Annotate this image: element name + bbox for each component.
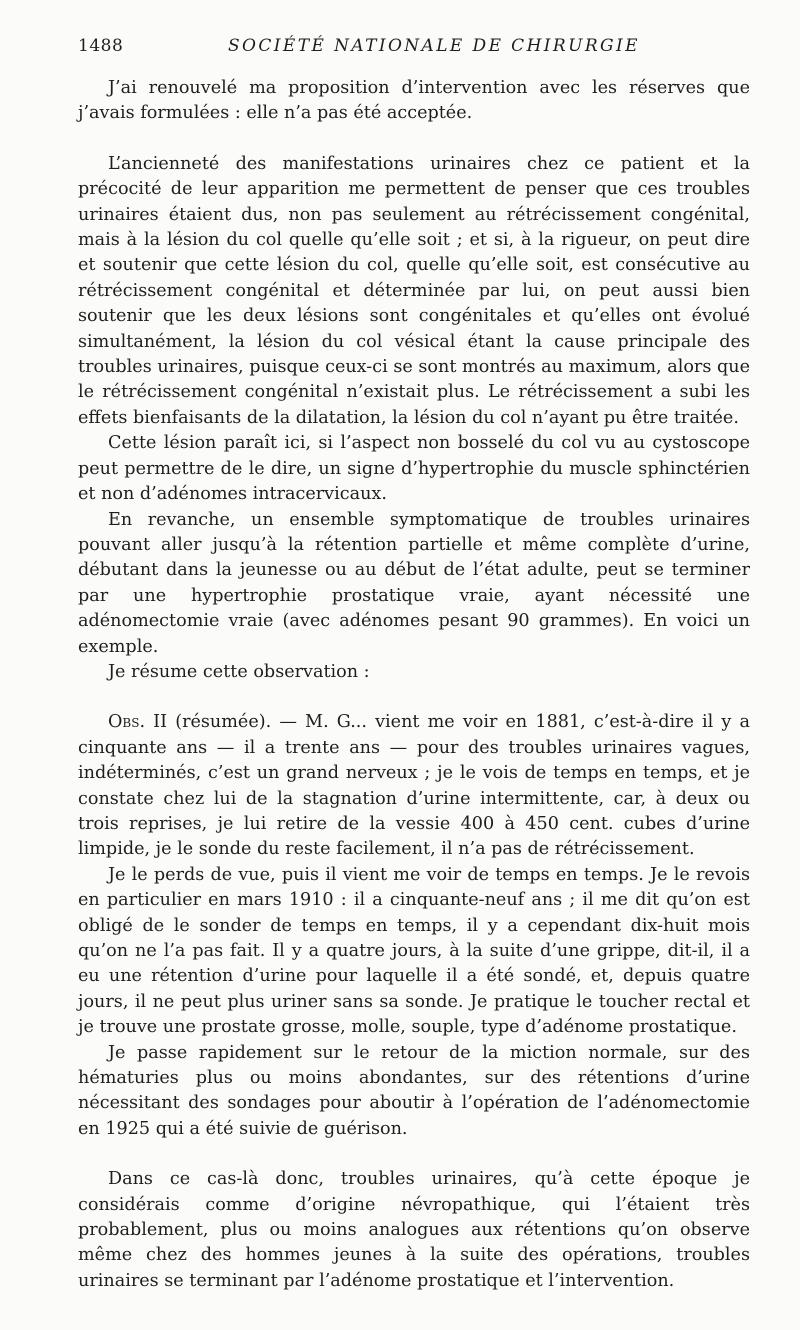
page-number: 1488 (78, 36, 124, 56)
paragraph: L’ancienneté des manifestations urinaires chez ce patient et la précocité de leur apparition me permettent de penser que ces troubles urinaires étaient dus, non pas seulement au rétrécissement congénital, mais à la lésion du col quelle qu’elle soit ; et si, à la rigueur, on peut dire et soutenir que cette lésion du col, quelle qu’elle soit, est consécutive au rétrécissement congénital et déterminée par lui, on peut aussi bien soutenir que les deux lésions sont congénitales et qu’elles ont évolué simultanément, la lésion du col vésical étant la cause principale des troubles urinaires, puisque ceux-ci se sont montrés au maximum, alors que le rétrécissement congénital n’existait plus. Le rétrécissement a subi les effets bienfaisants de la dilatation, la lésion du col n’ayant pu être traitée. (78, 153, 750, 428)
observation-text: (résumée). — M. G... vient me voir en 1881, c’est-à-dire il y a cinquante ans — il a trente ans — pour des troubles urinaires vagues, indéterminés, c’est un grand nerveux ; je le vois de temps en temps, et je constate chez lui de la stagnation d’urine intermittente, car, à deux ou trois reprises, je lui retire de la vessie 400 à 450 cent. cubes d’urine limpide, je le sonde du reste facilement, il n’a pas de rétrécissement. (78, 712, 750, 860)
body-text (78, 76, 750, 1294)
running-head: SOCIÉTÉ NATIONALE DE CHIRURGIE (228, 36, 640, 56)
paragraph: J’ai renouvelé ma proposition d’intervention avec les réserves que j’avais formulées : elle n’a pas été acceptée. (78, 78, 750, 124)
paragraph: En revanche, un ensemble symptomatique de troubles urinaires pouvant aller jusqu’à la rétention partielle et même complète d’urine, débutant dans la jeunesse ou au début de l’état adulte, peut se terminer par une hypertrophie prostatique vraie, ayant nécessité une adénomectomie vraie (avec adénomes pesant 90 grammes). En voici un exemple. (78, 509, 750, 657)
page-header (78, 36, 750, 58)
observation-paragraph (78, 710, 750, 862)
paragraph: Cette lésion paraît ici, si l’aspect non bosselé du col vu au cystoscope peut permettre de le dire, un signe d’hypertrophie du muscle sphinctérien et non d’adénomes intracervicaux. (78, 433, 750, 505)
observation-continuation: Je passe rapidement sur le retour de la miction normale, sur des hématuries plus ou moins abondantes, sur des rétentions d’urine nécessitant des sondages pour aboutir à l’opération de l’adénomectomie en 1925 qui a été suivie de guérison. (78, 1042, 750, 1139)
conclusion-paragraph: Dans ce cas-là donc, troubles urinaires, qu’à cette époque je considérais comme d’origine névropathique, qui l’étaient très probablement, plus ou moins analogues aux rétentions qu’on observe même chez des hommes jeunes à la suite des opérations, troubles urinaires se terminant par l’adénome prostatique et l’intervention. (78, 1169, 750, 1291)
observation-continuation: Je le perds de vue, puis il vient me voir de temps en temps. Je le revois en particulier en mars 1910 : il a cinquante-neuf ans ; il me dit qu’on est obligé de le sonder de temps en temps, il y a cependant dix-huit mois qu’on ne l’a pas fait. Il y a quatre jours, à la suite d’une grippe, dit-il, il a eu une rétention d’urine pour laquelle il a été sondé, et, depuis quatre jours, il ne peut plus uriner sans sa sonde. Je pratique le toucher rectal et je trouve une prostate grosse, molle, souple, type d’adénome prostatique. (78, 864, 750, 1038)
observation-label: Obs. II (108, 712, 168, 733)
paragraph: Je résume cette observation : (108, 661, 370, 682)
